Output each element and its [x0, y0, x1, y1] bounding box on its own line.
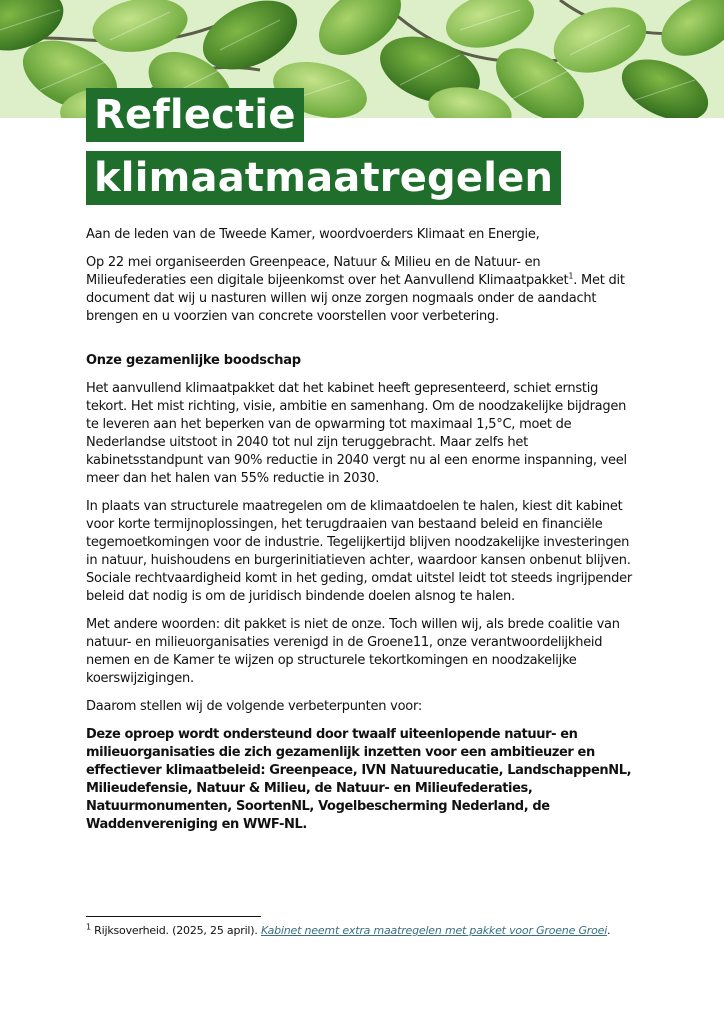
- footnote-end: .: [607, 924, 611, 937]
- paragraph-2: In plaats van structurele maatregelen om de klimaatdoelen te halen, kiest dit kabinet voor korte termijnoplossingen, het terugdraaien van bestaand beleid en financiële tegemoetkomingen voor de industrie. Tegelijkertijd blijven noodzakelijke investeringen in natuur, huishoudens en burgerinitiatieven achter, waardoor kansen onbenut blijven. Sociale rechtvaardigheid komt in het geding, omdat uitstel leidt tot steeds ingrijpender beleid dat nodig is om de juridisch bindende doelen alsnog te halen.: [86, 499, 632, 604]
- footnote-number: 1: [86, 922, 91, 932]
- footnote-link[interactable]: Kabinet neemt extra maatregelen met pakket voor Groene Groei: [260, 924, 608, 937]
- intro-text-continued: . Met dit document dat wij u nasturen willen wij onze zorgen nogmaals onder de aandacht brengen en u voorzien van concrete voorstellen voor verbetering.: [86, 273, 625, 324]
- intro-text: Op 22 mei organiseerden Greenpeace, Natuur & Milieu en de Natuur- en Milieufederaties een digitale bijeenkomst over het Aanvullend Klimaatpakket: [86, 255, 569, 288]
- letter-body: [86, 226, 634, 844]
- salutation: Aan de leden van de Tweede Kamer, woordvoerders Klimaat en Energie,: [86, 227, 540, 242]
- paragraph-4: Daarom stellen wij de volgende verbeterpunten voor:: [86, 699, 422, 714]
- supporters-paragraph: Deze oproep wordt ondersteund door twaalf uiteenlopende natuur- en milieuorganisaties die zich gezamenlijk inzetten voor een ambitieuzer en effectiever klimaatbeleid: Greenpeace, IVN Natuureducatie, LandschappenNL, Milieudefensie, Natuur & Milieu, de Natuur- en Milieufederaties, Natuurmonumenten, SoortenNL, Vogelbescherming Nederland, de Waddenvereniging en WWF-NL.: [86, 727, 632, 832]
- footnote-divider: [86, 916, 261, 917]
- paragraph-3: Met andere woorden: dit pakket is niet de onze. Toch willen wij, als brede coalitie van natuur- en milieuorganisaties verenigd in de Groene11, onze verantwoordelijkheid nemen en de Kamer te wijzen op structurele tekortkomingen en noodzakelijke koerswijzigingen.: [86, 617, 620, 686]
- footnote-source: Rijksoverheid. (2025, 25 april).: [90, 924, 261, 937]
- section-heading: Onze gezamenlijke boodschap: [86, 353, 301, 368]
- intro-paragraph: [86, 254, 634, 326]
- title-line-2: klimaatmaatregelen: [86, 151, 561, 205]
- paragraph-1: Het aanvullend klimaatpakket dat het kabinet heeft gepresenteerd, schiet ernstig tekort. Het mist richting, visie, ambitie en samenhang. Om de noodzakelijke bijdragen te leveren aan het beperken van de opwarming tot maximaal 1,5°C, moet de Nederlandse uitstoot in 2040 tot nul zijn teruggebracht. Maar zelfs het kabinetsstandpunt van 90% reductie in 2040 vergt nu al een enorme inspanning, veel meer dan het halen van 55% reductie in 2030.: [86, 381, 627, 486]
- title-line-1: Reflectie: [86, 88, 304, 142]
- footnote: [86, 923, 646, 938]
- footnote-reference[interactable]: 1: [568, 271, 574, 281]
